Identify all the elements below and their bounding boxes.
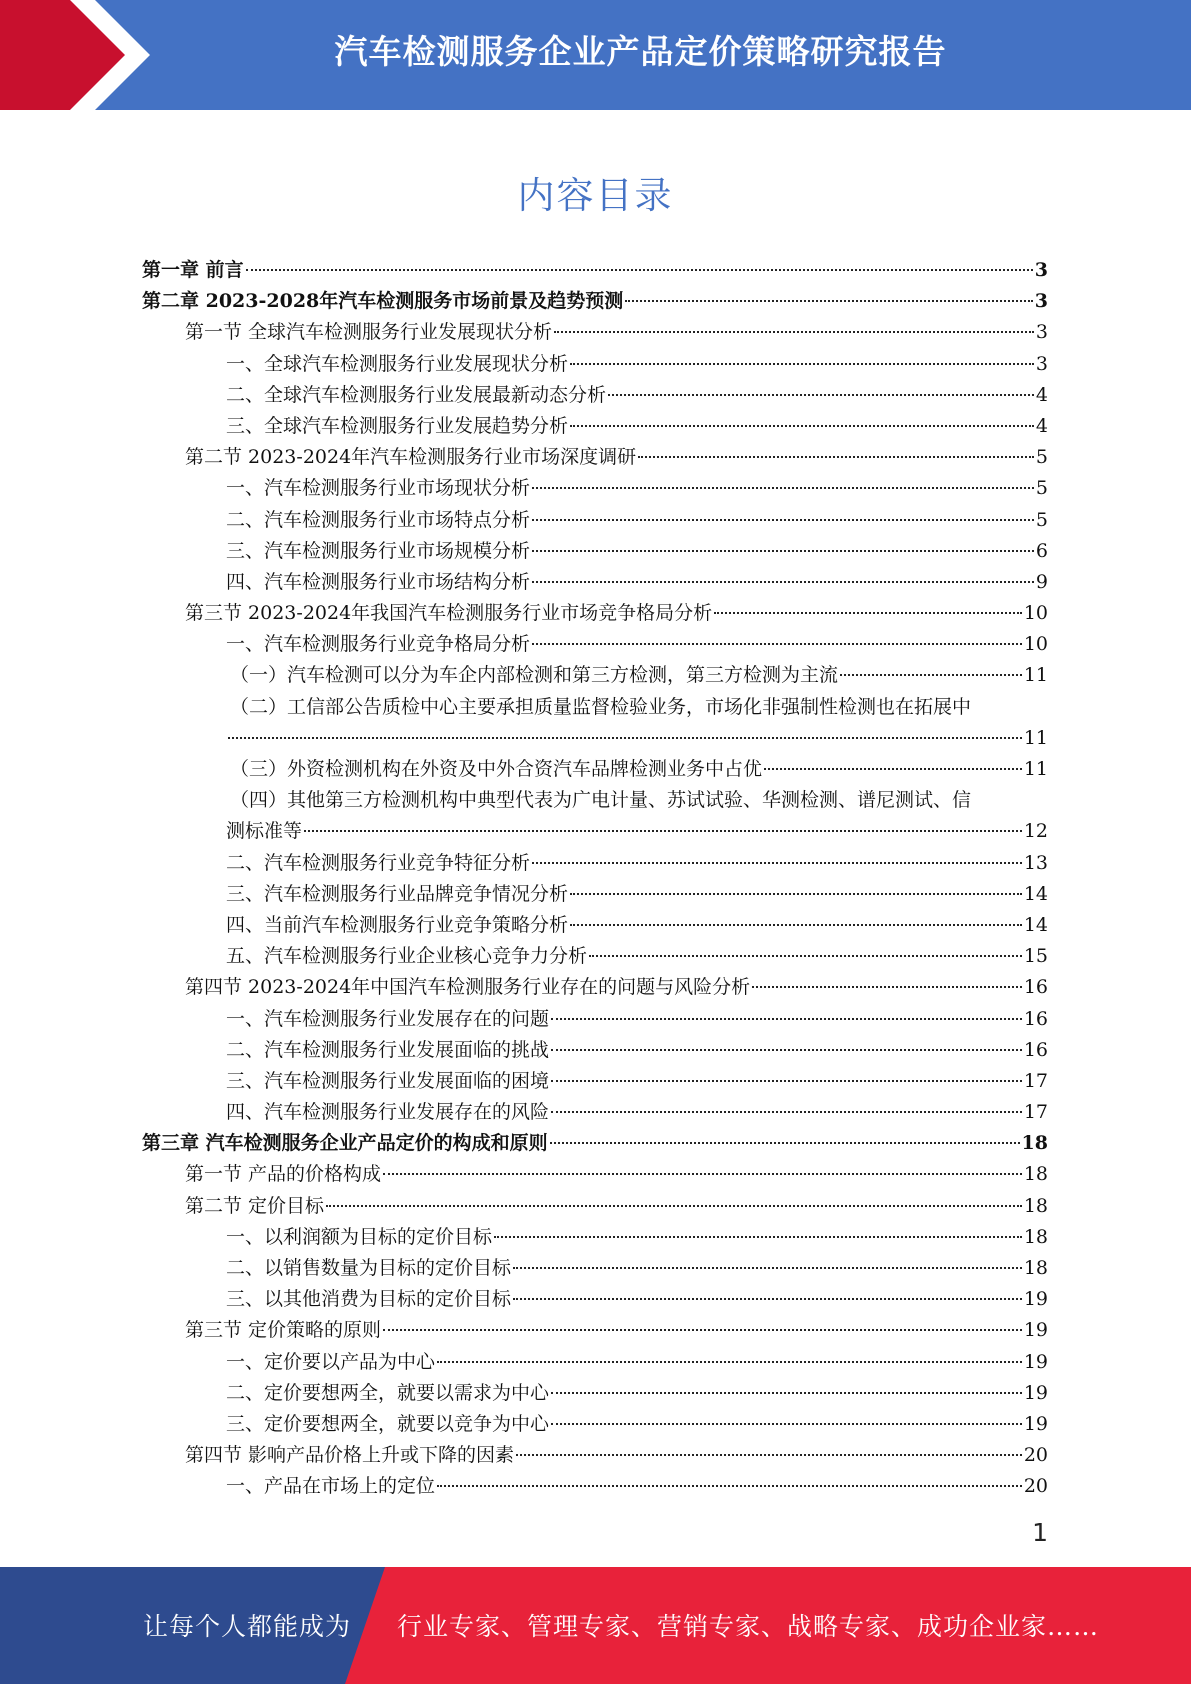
toc-entry-text: 一、汽车检测服务行业发展存在的问题 bbox=[226, 1007, 550, 1030]
dot-leader bbox=[494, 1235, 1022, 1238]
toc-entry[interactable] bbox=[142, 1066, 1048, 1097]
toc-entry-text: 五、汽车检测服务行业企业核心竞争力分析 bbox=[226, 945, 588, 968]
toc-entry[interactable] bbox=[142, 629, 1048, 660]
toc-entry[interactable] bbox=[142, 910, 1048, 941]
toc-entry-text: 第三节 定价策略的原则 bbox=[185, 1319, 382, 1342]
toc-entry[interactable] bbox=[142, 1159, 1048, 1190]
toc-entry-text: 第四节 2023-2024年中国汽车检测服务行业存在的问题与风险分析 bbox=[185, 976, 751, 999]
toc-page-number: 4 bbox=[1035, 383, 1048, 406]
dot-leader bbox=[551, 1048, 1022, 1051]
toc-entry-text: 二、全球汽车检测服务行业发展最新动态分析 bbox=[226, 383, 607, 406]
toc-page-number: 18 bbox=[1023, 1163, 1048, 1186]
footer-slogan-left: 让每个人都能成为 bbox=[143, 1612, 352, 1641]
toc-entry[interactable] bbox=[142, 1097, 1048, 1128]
toc-page-number: 17 bbox=[1023, 1101, 1048, 1124]
toc-entry[interactable] bbox=[142, 442, 1048, 473]
toc-entry-text: （一）汽车检测可以分为车企内部检测和第三方检测，第三方检测为主流 bbox=[230, 664, 839, 687]
toc-entry-text: 四、当前汽车检测服务行业竞争策略分析 bbox=[226, 913, 569, 936]
dot-leader bbox=[532, 486, 1034, 489]
header-banner bbox=[0, 0, 1191, 110]
toc-entry-text: 三、全球汽车检测服务行业发展趋势分析 bbox=[226, 414, 569, 437]
toc-entry[interactable] bbox=[142, 1409, 1048, 1440]
toc-entry[interactable] bbox=[142, 1004, 1048, 1035]
toc-entry-text: 第一节 全球汽车检测服务行业发展现状分析 bbox=[185, 321, 553, 344]
toc-entry-text: 一、定价要以产品为中心 bbox=[226, 1350, 436, 1373]
page-number: 1 bbox=[1032, 1518, 1048, 1547]
toc-page-number: 15 bbox=[1023, 945, 1048, 968]
toc-entry-text: 二、汽车检测服务行业市场特点分析 bbox=[226, 508, 531, 531]
dot-leader bbox=[246, 268, 1033, 271]
dot-leader bbox=[764, 767, 1022, 770]
toc-entry[interactable] bbox=[142, 1035, 1048, 1066]
dot-leader bbox=[532, 518, 1034, 521]
toc-entry[interactable] bbox=[142, 941, 1048, 972]
toc-page-number: 3 bbox=[1035, 321, 1048, 344]
toc-entry[interactable] bbox=[142, 255, 1048, 286]
dot-leader bbox=[752, 985, 1022, 988]
toc-entry[interactable] bbox=[142, 505, 1048, 536]
dot-leader bbox=[516, 1453, 1022, 1456]
toc-entry-text: 二、汽车检测服务行业发展面临的挑战 bbox=[226, 1038, 550, 1061]
toc-entry[interactable] bbox=[142, 473, 1048, 504]
toc-entry-text: 第三节 2023-2024年我国汽车检测服务行业市场竞争格局分析 bbox=[185, 602, 713, 625]
toc-entry[interactable] bbox=[142, 1191, 1048, 1222]
toc-entry[interactable] bbox=[142, 1128, 1048, 1159]
toc-page-number: 3 bbox=[1034, 290, 1048, 313]
toc-heading: 内容目录 bbox=[517, 174, 674, 217]
dot-leader bbox=[304, 829, 1022, 832]
dot-leader bbox=[532, 642, 1022, 645]
toc-page-number: 16 bbox=[1023, 976, 1048, 999]
dot-leader bbox=[714, 611, 1022, 614]
toc-page-number: 19 bbox=[1023, 1350, 1048, 1373]
toc-entry-text: 第一章 前言 bbox=[142, 259, 244, 281]
footer-banner bbox=[0, 1567, 1191, 1684]
dot-leader bbox=[513, 1266, 1022, 1269]
toc-entry[interactable] bbox=[142, 1471, 1048, 1502]
toc-entry[interactable] bbox=[142, 349, 1048, 380]
table-of-contents bbox=[142, 255, 1048, 1503]
toc-page-number: 11 bbox=[1023, 664, 1048, 687]
dot-leader bbox=[383, 1328, 1022, 1331]
dot-leader bbox=[551, 1017, 1022, 1020]
toc-entry[interactable] bbox=[142, 380, 1048, 411]
dot-leader bbox=[532, 580, 1034, 583]
toc-entry-text: 第二章 2023-2028年汽车检测服务市场前景及趋势预测 bbox=[142, 290, 624, 313]
toc-page-number: 16 bbox=[1023, 1038, 1048, 1061]
toc-entry-text: 二、汽车检测服务行业竞争特征分析 bbox=[226, 851, 531, 874]
toc-entry-text: （三）外资检测机构在外资及中外合资汽车品牌检测业务中占优 bbox=[230, 758, 763, 780]
toc-page-number: 4 bbox=[1035, 414, 1048, 437]
toc-page-number: 16 bbox=[1023, 1007, 1048, 1030]
toc-page-number: 18 bbox=[1023, 1194, 1048, 1217]
toc-entry[interactable] bbox=[142, 286, 1048, 317]
toc-page-number: 12 bbox=[1023, 820, 1048, 843]
dot-leader bbox=[513, 1297, 1022, 1300]
toc-page-number: 14 bbox=[1023, 882, 1048, 905]
toc-entry-line[interactable]: （四）其他第三方检测机构中典型代表为广电计量、苏试试验、华测检测、谱尼测试、信 bbox=[230, 789, 972, 812]
toc-page-number: 5 bbox=[1035, 446, 1048, 469]
toc-page-number: 3 bbox=[1034, 259, 1048, 281]
dot-leader bbox=[570, 892, 1022, 895]
toc-entry[interactable] bbox=[142, 567, 1048, 598]
toc-entry-text: 第二节 2023-2024年汽车检测服务行业市场深度调研 bbox=[185, 446, 637, 469]
toc-entry-text: 一、产品在市场上的定位 bbox=[226, 1475, 436, 1498]
toc-entry-text: 二、定价要想两全，就要以需求为中心 bbox=[226, 1381, 550, 1404]
toc-page-number: 20 bbox=[1023, 1444, 1048, 1467]
dot-leader bbox=[437, 1484, 1022, 1487]
toc-entry[interactable] bbox=[142, 1253, 1048, 1284]
toc-entry[interactable] bbox=[142, 972, 1048, 1003]
toc-entry[interactable] bbox=[142, 411, 1048, 442]
dot-leader bbox=[326, 1204, 1022, 1207]
dot-leader bbox=[551, 1422, 1022, 1425]
toc-entry[interactable] bbox=[142, 1315, 1048, 1346]
toc-page-number: 9 bbox=[1035, 570, 1048, 593]
toc-entry-text: 一、以利润额为目标的定价目标 bbox=[226, 1225, 493, 1248]
dot-leader bbox=[551, 1391, 1022, 1394]
toc-entry[interactable] bbox=[142, 1347, 1048, 1378]
toc-entry-text: 第二节 定价目标 bbox=[185, 1194, 325, 1217]
toc-entry[interactable] bbox=[142, 598, 1048, 629]
toc-page-number: 20 bbox=[1023, 1475, 1048, 1498]
toc-entry-text: 二、以销售数量为目标的定价目标 bbox=[226, 1257, 512, 1279]
toc-page-number: 13 bbox=[1023, 851, 1048, 874]
dot-leader bbox=[550, 1141, 1020, 1144]
toc-entry-text: 三、汽车检测服务行业市场规模分析 bbox=[226, 539, 531, 562]
toc-entry[interactable] bbox=[142, 660, 1048, 691]
dot-leader bbox=[570, 362, 1034, 365]
dot-leader bbox=[570, 923, 1022, 926]
toc-entry-text: 一、汽车检测服务行业市场现状分析 bbox=[226, 477, 531, 500]
toc-page-number: 14 bbox=[1023, 913, 1048, 936]
toc-entry-text: 三、汽车检测服务行业发展面临的困境 bbox=[226, 1069, 550, 1092]
dot-leader bbox=[532, 861, 1022, 864]
dot-leader bbox=[532, 549, 1034, 552]
toc-entry-text: 第四节 影响产品价格上升或下降的因素 bbox=[185, 1444, 515, 1467]
toc-page-number: 10 bbox=[1023, 633, 1048, 656]
toc-entry-text: 测标准等 bbox=[226, 820, 303, 843]
toc-page-number: 5 bbox=[1035, 508, 1048, 531]
toc-entry[interactable] bbox=[142, 536, 1048, 567]
toc-page-number: 5 bbox=[1035, 477, 1048, 500]
report-title: 汽车检测服务企业产品定价策略研究报告 bbox=[334, 32, 947, 71]
toc-page-number: 19 bbox=[1023, 1288, 1048, 1311]
toc-entry-text: 一、汽车检测服务行业竞争格局分析 bbox=[226, 633, 531, 656]
footer-slogan-right: 行业专家、管理专家、营销专家、战略专家、成功企业家…… bbox=[397, 1612, 1100, 1641]
toc-entry[interactable] bbox=[142, 1440, 1048, 1471]
toc-entry-text: 四、汽车检测服务行业市场结构分析 bbox=[226, 570, 531, 593]
toc-entry-text: 四、汽车检测服务行业发展存在的风险 bbox=[226, 1101, 550, 1124]
toc-page-number: 11 bbox=[1023, 726, 1048, 749]
toc-page-number: 6 bbox=[1035, 539, 1048, 562]
toc-entry[interactable] bbox=[142, 1378, 1048, 1409]
toc-entry-text: 第三章 汽车检测服务企业产品定价的构成和原则 bbox=[142, 1132, 548, 1155]
toc-page-number: 3 bbox=[1035, 352, 1048, 375]
toc-page-number: 17 bbox=[1023, 1069, 1048, 1092]
dot-leader bbox=[551, 1110, 1022, 1113]
dot-leader bbox=[840, 673, 1022, 676]
toc-page-number: 19 bbox=[1023, 1412, 1048, 1435]
dot-leader bbox=[228, 736, 1022, 739]
dot-leader bbox=[554, 330, 1034, 333]
dot-leader bbox=[625, 299, 1033, 302]
toc-page-number: 11 bbox=[1023, 758, 1048, 780]
toc-page-number: 19 bbox=[1023, 1381, 1048, 1404]
toc-page-number: 19 bbox=[1023, 1319, 1048, 1342]
dot-leader bbox=[589, 954, 1022, 957]
toc-entry[interactable] bbox=[142, 317, 1048, 348]
toc-entry-text: 三、汽车检测服务行业品牌竞争情况分析 bbox=[226, 882, 569, 905]
toc-entry[interactable] bbox=[142, 1222, 1048, 1253]
toc-page-number: 10 bbox=[1023, 602, 1048, 625]
toc-entry[interactable] bbox=[142, 1284, 1048, 1315]
toc-page-number: 18 bbox=[1023, 1225, 1048, 1248]
toc-entry[interactable] bbox=[142, 816, 1048, 847]
dot-leader bbox=[638, 455, 1034, 458]
toc-entry-line[interactable]: （二）工信部公告质检中心主要承担质量监督检验业务，市场化非强制性检测也在拓展中 bbox=[230, 695, 972, 718]
toc-entry-text: 三、以其他消费为目标的定价目标 bbox=[226, 1288, 512, 1311]
dot-leader bbox=[551, 1079, 1022, 1082]
toc-entry-text: 第一节 产品的价格构成 bbox=[185, 1163, 382, 1186]
dot-leader bbox=[383, 1172, 1022, 1175]
toc-entry-text: 一、全球汽车检测服务行业发展现状分析 bbox=[226, 352, 569, 375]
dot-leader bbox=[437, 1360, 1022, 1363]
toc-entry[interactable] bbox=[142, 879, 1048, 910]
dot-leader bbox=[608, 393, 1034, 396]
toc-entry-text: 三、定价要想两全，就要以竞争为中心 bbox=[226, 1412, 550, 1435]
toc-entry[interactable] bbox=[142, 723, 1048, 754]
toc-page-number: 18 bbox=[1021, 1132, 1048, 1155]
dot-leader bbox=[570, 424, 1034, 427]
toc-entry[interactable] bbox=[142, 848, 1048, 879]
toc-entry[interactable] bbox=[142, 754, 1048, 785]
toc-page-number: 18 bbox=[1023, 1257, 1048, 1279]
